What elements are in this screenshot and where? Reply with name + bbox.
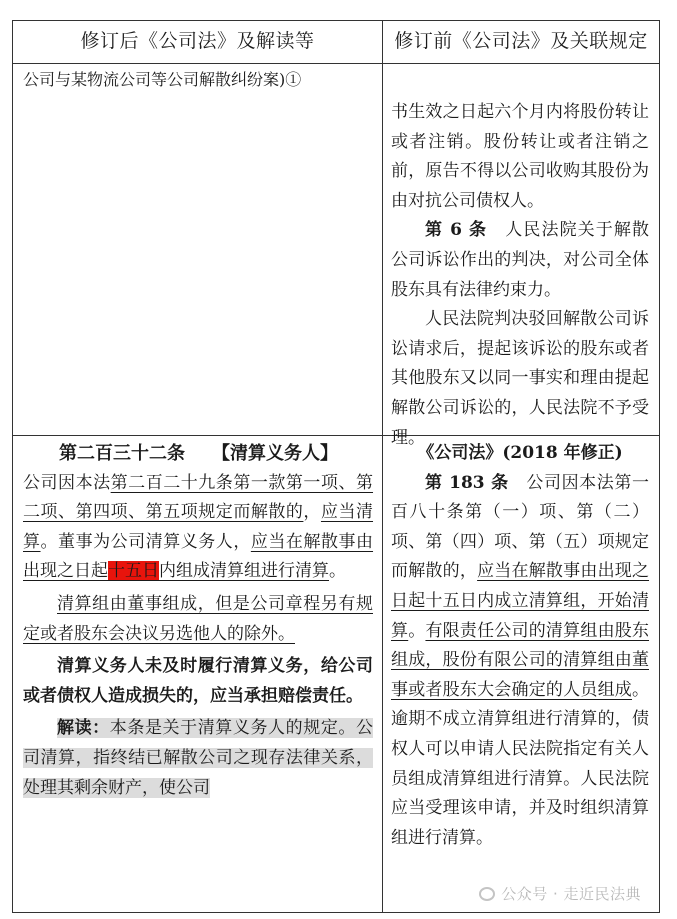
p1-f: 应当在解散事由出现之日起 (23, 531, 374, 582)
p1-b: 第二百二十九条第一款第一项、第二项、第四项、第五项规定而解散的 (23, 472, 374, 523)
article-232-tag: 【清算义务人】 (221, 443, 338, 464)
article-232-title (23, 439, 373, 469)
row1-left-cell (23, 65, 373, 95)
interpretation-paragraph (23, 714, 373, 803)
wechat-icon (479, 887, 495, 901)
p1-a: 公司因本法 (23, 472, 111, 493)
article-183-label: 第 183 条 (425, 472, 509, 493)
article-232-p2: 清算组由董事组成，但是公司章程另有规定或者股东会决议另选他人的除外。 (23, 593, 373, 644)
row1-right-cell (391, 98, 649, 453)
old-law-title: 《公司法》(2018 年修正) (417, 443, 623, 463)
article-183 (391, 469, 649, 854)
watermark (479, 883, 641, 904)
row2-left-cell (23, 439, 373, 803)
article-6-label: 第 6 条 (425, 220, 488, 241)
row1-right-p1: 书生效之日起六个月内将股份转让或者注销。股份转让或者注销之前，原告不得以公司收购其股份为由对抗公司债权人。 (391, 102, 649, 211)
header-right: 修订前《公司法》及关联规定 (394, 30, 648, 52)
p1-i: 。 (329, 561, 346, 582)
column-divider (382, 21, 383, 912)
p1-d: 应当清算 (23, 502, 374, 552)
article-232-p3: 清算义务人未及时履行清算义务，给公司或者债权人造成损失的，应当承担赔偿责任。 (23, 656, 373, 706)
art-183-b: 应当在解散事由出现之日起十五日内成立清算组，开始清算 (391, 561, 650, 641)
header-divider (13, 63, 659, 64)
article-232-number: 第二百三十二条 (59, 443, 185, 464)
watermark-text: 公众号 · 走近民法典 (501, 885, 641, 903)
art-183-a: 公司因本法第一百八十条第（一）项、第（二）项、第（四）项、第（五）项规定而解散的， (391, 472, 649, 582)
comparison-table (12, 20, 660, 913)
interpretation-text: 本条是关于清算义务人的规定。公司清算，指终结已解散公司之现存法律关系，处理其剩余财产，使公司 (23, 718, 374, 798)
interpretation-label: 解读： (57, 718, 110, 739)
header-left: 修订后《公司法》及解读等 (80, 30, 315, 52)
art-183-c: 。 (408, 620, 426, 641)
article-232-p1 (23, 469, 373, 587)
row1-right-p2 (391, 216, 649, 305)
row1-right-p3: 人民法院判决驳回解散公司诉讼请求后，提起该诉讼的股东或者其他股东又以同一事实和理由提起解散公司诉讼的，人民法院不予受理。 (391, 309, 649, 448)
art-183-e: 。逾期不成立清算组进行清算的，债权人可以申请人民法院指定有关人员组成清算组进行清算。人民法院应当受理该申请，并及时组织清算组进行清算。 (391, 679, 649, 848)
row2-right-cell (391, 439, 649, 853)
p1-e: 。董事为公司清算义务人， (40, 531, 251, 552)
highlight-fifteen-days: 十五日 (108, 561, 159, 582)
article-6-text: 人民法院关于解散公司诉讼作出的判决，对公司全体股东具有法律约束力。 (391, 220, 650, 300)
row1-left-text: 公司与某物流公司等公司解散纠纷案)① (23, 70, 302, 89)
art-183-d: 有限责任公司的清算组由股东组成，股份有限公司的清算组由董事或者股东大会确定的人员组成 (391, 620, 650, 700)
p1-h: 内组成清算组进行清算 (159, 561, 329, 582)
p1-c: ， (303, 502, 321, 523)
